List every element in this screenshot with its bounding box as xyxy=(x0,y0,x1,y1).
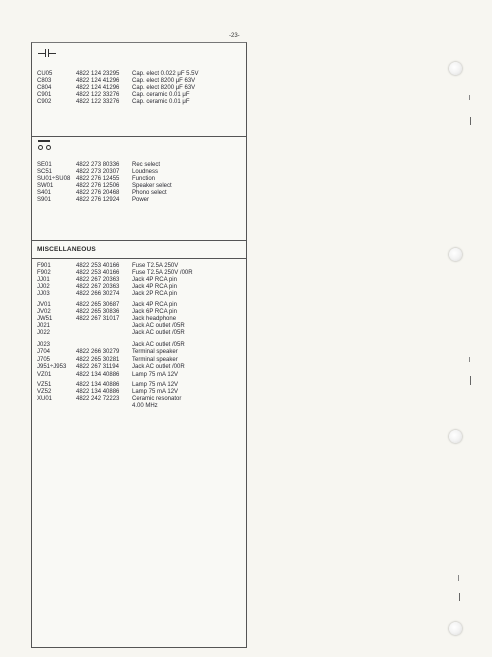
table-row: F901 4822 253 40166 Fuse T2.5A 250V xyxy=(37,263,179,269)
table-row: SE01 4822 273 80336 Rec select xyxy=(37,162,161,168)
table-row: 4.00 MHz xyxy=(132,403,158,409)
table-row: C902 4822 122 33276 Cap. ceramic 0.01 μF xyxy=(37,99,190,105)
table-row: F902 4822 253 40166 Fuse T2.5A 250V /00R xyxy=(37,270,193,276)
table-row: JV02 4822 265 30836 Jack 6P RCA pin xyxy=(37,309,177,315)
parts-list-sheet xyxy=(31,42,247,648)
table-row: CU05 4822 124 23295 Cap. elect 0.022 μF 5.5V xyxy=(37,71,199,77)
table-row: VZ01 4822 134 40886 Lamp 75 mA 12V xyxy=(37,372,179,378)
table-row: SW01 4822 276 12506 Speaker select xyxy=(37,183,172,189)
table-row: JV01 4822 265 30687 Jack 4P RCA pin xyxy=(37,302,177,308)
binder-hole-icon xyxy=(449,622,462,635)
capacitors-section xyxy=(32,43,246,137)
table-row: JJ02 4822 267 20363 Jack 4P RCA pin xyxy=(37,284,177,290)
table-row: JJ01 4822 267 20363 Jack 4P RCA pin xyxy=(37,277,177,283)
binder-hole-icon xyxy=(449,62,462,75)
table-row: VZ51 4822 134 40886 Lamp 75 mA 12V xyxy=(37,382,179,388)
table-row: J022 Jack AC outlet /05R xyxy=(37,330,185,336)
scan-mark xyxy=(470,376,471,385)
table-row: J023 Jack AC outlet /05R xyxy=(37,342,185,348)
binder-hole-icon xyxy=(449,430,462,443)
table-row: SU01÷SU08 4822 276 12455 Function xyxy=(37,176,156,182)
section-divider xyxy=(32,258,246,259)
scan-mark xyxy=(469,357,470,362)
scan-mark xyxy=(470,117,471,125)
binder-hole-icon xyxy=(449,248,462,261)
table-row: J951÷J953 4822 267 31194 Jack AC outlet /00R xyxy=(37,364,185,370)
table-row: SC51 4822 273 20307 Loudness xyxy=(37,169,159,175)
table-row: VZ52 4822 134 40886 Lamp 75 mA 12V xyxy=(37,389,179,395)
capacitor-symbol-icon xyxy=(38,48,56,58)
switches-section xyxy=(32,136,246,241)
page-number: -23- xyxy=(229,33,240,39)
table-row: J021 Jack AC outlet /05R xyxy=(37,323,185,329)
scan-mark xyxy=(459,593,460,601)
table-row: J704 4822 266 30279 Terminal speaker xyxy=(37,349,178,355)
table-row: JW51 4822 267 31017 Jack headphone xyxy=(37,316,177,322)
miscellaneous-section xyxy=(32,240,246,646)
table-row: XU01 4822 242 72223 Ceramic resonator xyxy=(37,396,182,402)
switch-symbol-icon xyxy=(38,140,52,150)
table-row: C901 4822 122 33276 Cap. ceramic 0.01 μF xyxy=(37,92,190,98)
scan-mark xyxy=(458,575,459,581)
table-row: C803 4822 124 41296 Cap. elect 8200 μF 63V xyxy=(37,78,196,84)
scan-mark xyxy=(469,95,470,100)
table-row: S401 4822 276 20468 Phono select xyxy=(37,190,167,196)
table-row: JJ03 4822 266 30274 Jack 2P RCA pin xyxy=(37,291,177,297)
table-row: C804 4822 124 41296 Cap. elect 8200 μF 63V xyxy=(37,85,196,91)
table-row: J705 4822 265 30281 Terminal speaker xyxy=(37,357,178,363)
section-heading: MISCELLANEOUS xyxy=(37,246,96,253)
table-row: S901 4822 276 12924 Power xyxy=(37,197,150,203)
